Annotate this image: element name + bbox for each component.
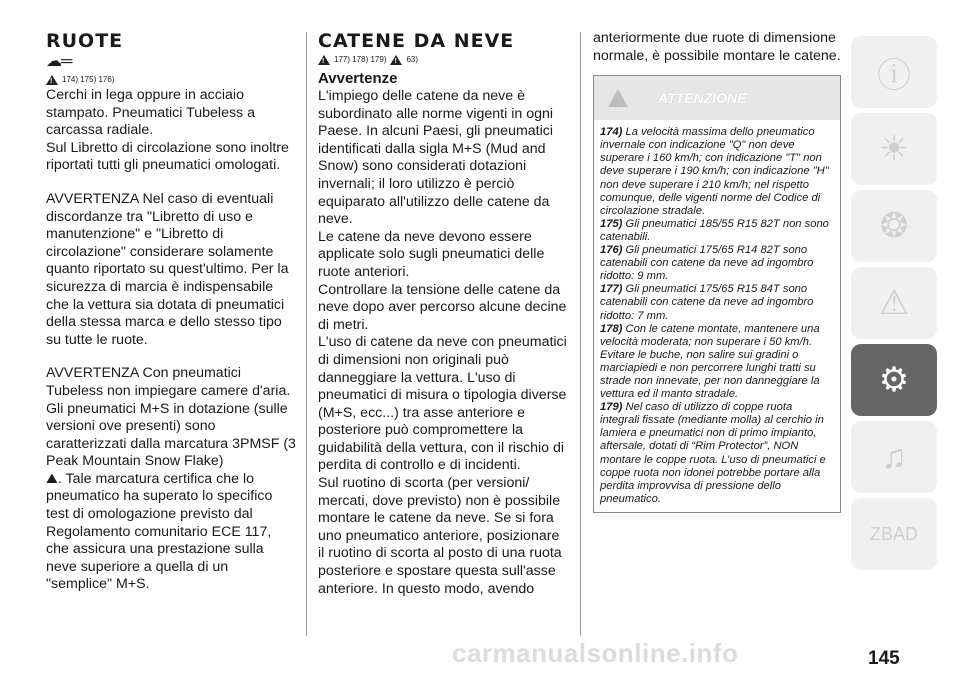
- warning-refs: [318, 54, 568, 65]
- attention-box: [593, 75, 841, 513]
- warning-refs: [46, 74, 296, 85]
- column-ruote: [46, 30, 296, 594]
- tab-multimedia[interactable]: [851, 421, 937, 493]
- note-text: Nel caso di utilizzo di coppe ruota integrali fissate (mediante molla) al cerchio in lamiera e pneumatici non di primo impianto, aftersale, dotati di “Rim Protector”, NON montare le coppe ruota. L’uso di pneumatici e coppe ruota non idonei potrebbe portare alla perdita improvvisa di pressione dello pneumatico.: [600, 401, 826, 505]
- column-attenzione: [593, 30, 843, 513]
- refs-text: 63): [406, 55, 419, 64]
- attention-title: ATTENZIONE: [658, 90, 747, 107]
- watermark: carmanualsonline.info: [452, 638, 739, 668]
- snowflake-mountain-icon: ⛰: [46, 470, 58, 487]
- note-text: Gli pneumatici 175/65 R15 84T sono catenabili con catene da neve ad ingombro ridotto: 7 mm.: [600, 283, 814, 322]
- section-title-catene: CATENE DA NEVE: [318, 30, 515, 52]
- note-number: 177): [600, 283, 623, 296]
- note-item: [600, 244, 834, 283]
- note-number: 176): [600, 244, 623, 257]
- maintenance-gear-icon: ⚙: [878, 361, 910, 399]
- page-number: 145: [868, 648, 900, 669]
- chapter-tabs: [851, 36, 937, 575]
- paragraph: Cerchi in lega oppure in acciaio stampato. Pneumatici Tubeless a carcassa radiale.: [46, 87, 255, 139]
- note-text: Con le catene montate, mantenere una velocità moderata; non superare i 50 km/h. Evitare le buche, non salire sui gradini o marciapiedi e non percorrere lunghi tratti su strade non innevate, per non danneggiare la vettura ed il manto stradale.: [600, 322, 820, 401]
- music-phone-icon: ♫: [881, 437, 907, 476]
- steering-wheel-icon: ❂: [879, 207, 909, 245]
- refs-text: 177) 178) 179): [334, 55, 387, 64]
- section-title-ruote: RUOTE: [46, 30, 124, 52]
- paragraph-text: . Tale marcatura certifica che lo pneumatico ha superato lo specifico test di omologazione previsto dal Regolamento comunitario ECE 117, che assicura una prestazione sulla neve superiore a quella di un "semplice" M+S.: [46, 470, 273, 593]
- note-number: 174): [600, 126, 623, 139]
- paragraph: AVVERTENZA Con pneumatici Tubeless non impiegare camere d'aria. Gli pneumatici M+S in dotazione (sulle versioni ove presenti) sono caratterizzati dalla marcatura 3PMSF (3 Peak Mountain Snow Flake): [46, 365, 296, 470]
- note-text: Gli pneumatici 175/65 R14 82T sono catenabili con catene da neve ad ingombro ridotto: 9 mm.: [600, 244, 814, 283]
- tab-maintenance[interactable]: [851, 344, 937, 416]
- attention-notes: [594, 120, 840, 512]
- tab-index[interactable]: [851, 498, 937, 570]
- warning-triangle-icon: [46, 75, 58, 85]
- subtitle-avvertenze: Avvertenze: [318, 70, 398, 87]
- attention-header: [594, 76, 840, 120]
- warning-triangle-icon: [390, 55, 402, 65]
- warning-car-icon: ⚠: [878, 284, 910, 322]
- note-number: 178): [600, 322, 623, 335]
- tab-lights[interactable]: [851, 113, 937, 185]
- paragraph: L'uso di catene da neve con pneumatici di dimensioni non originali può danneggiare la vettura. L'uso di pneumatici di misura o tipologia diverse (M+S, ecc...) tra asse anteriore e posteriore può compromettere la guidabilità della vettura, con il rischio di perdita di controllo e di incidenti.: [318, 334, 567, 474]
- note-number: 175): [600, 217, 623, 230]
- note-item: [600, 401, 834, 506]
- paragraph: Sul ruotino di scorta (per versioni/ mercati, dove previsto) non è possibile montare le catene da neve. Se si fora uno pneumatico anteriore, posizionare il ruotino di scorta al posto di una ruota posteriore e spostare questa sull'asse anteriore. In questo modo, avendo: [318, 475, 562, 597]
- tire-symbol-icon: ☁═: [46, 53, 72, 70]
- warning-triangle-icon: [318, 55, 330, 65]
- lights-sun-icon: ☀: [878, 130, 910, 168]
- note-item: [600, 323, 834, 402]
- paragraph: Le catene da neve devono essere applicate solo sugli pneumatici delle ruote anteriori.: [318, 228, 545, 280]
- tab-driving[interactable]: [851, 190, 937, 262]
- note-item: [600, 218, 834, 244]
- paragraph: [46, 471, 296, 594]
- paragraph: AVVERTENZA Nel caso di eventuali discordanze tra "Libretto di uso e manutenzione" e "Libretto di circolazione" considerare solamente quanto riportato su quest'ultimo. Per la sicurezza di marcia è indispensabile che la vettura sia dotata di pneumatici della stessa marca e dello stesso tipo su tutte le ruote.: [46, 190, 289, 348]
- alphabet-index-icon: ZBAD: [869, 523, 918, 544]
- column-divider: [306, 32, 307, 636]
- note-text: Gli pneumatici 185/55 R15 82T non sono catenabili.: [600, 217, 829, 243]
- refs-text: 174) 175) 176): [62, 75, 115, 84]
- note-item: [600, 283, 834, 322]
- car-info-icon: ⓘ: [877, 56, 911, 95]
- attention-triangle-icon: [608, 89, 628, 107]
- paragraph: Controllare la tensione delle catene da neve dopo aver percorso alcune decine di metri.: [318, 281, 567, 333]
- paragraph: Sul Libretto di circolazione sono inoltre riportati tutti gli pneumatici omologati.: [46, 139, 289, 174]
- tab-car-info[interactable]: [851, 36, 937, 108]
- column-catene: [318, 30, 568, 598]
- note-text: La velocità massima dello pneumatico invernale con indicazione "Q" non deve superare i 160 km/h; con indicazione "T" non deve superare i 190 km/h; con indicazione "H" non deve superare i 210 km/h; nel rispetto comunque, delle vigenti norme del Codice di circolazione stradale.: [600, 126, 829, 217]
- column-divider: [580, 32, 581, 636]
- note-item: [600, 126, 834, 218]
- note-number: 179): [600, 401, 623, 414]
- paragraph: L'impiego delle catene da neve è subordinato alle norme vigenti in ogni Paese. In alcuni Paesi, gli pneumatici identificati dalla sigla M+S (Mud and Snow) sono considerati dotazioni invernali; il loro utilizzo è perciò equiparato all'utilizzo delle catene da neve.: [318, 88, 554, 228]
- tab-emergency[interactable]: [851, 267, 937, 339]
- paragraph: anteriormente due ruote di dimensione normale, è possibile montare le catene.: [593, 30, 841, 64]
